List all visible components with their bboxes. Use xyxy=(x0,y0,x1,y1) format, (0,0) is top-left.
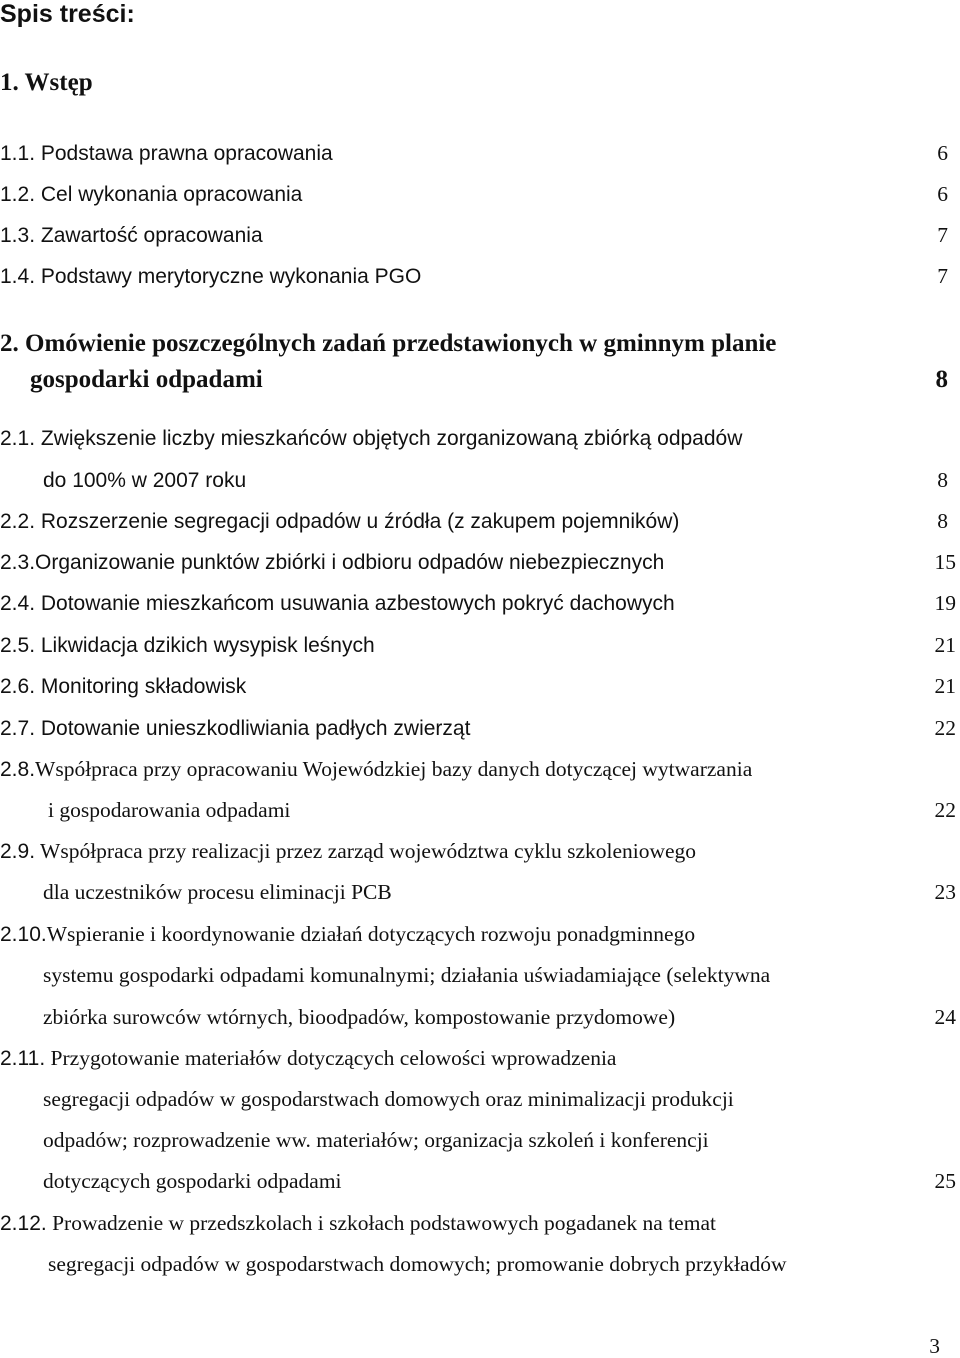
toc-page-2-4: 19 xyxy=(934,591,956,615)
toc-text: Współpraca przy realizacji przez zarząd województwa cyklu szkoleniowego xyxy=(40,839,697,863)
toc-number: 2.12. xyxy=(0,1212,47,1235)
toc-item-1-3[interactable]: 1.3. Zawartość opracowania xyxy=(0,224,263,247)
toc-number: 2.1. xyxy=(0,427,36,450)
toc-number: 2.11. xyxy=(0,1047,46,1070)
toc-page-2-3: 15 xyxy=(934,550,956,574)
toc-number: 2.9. xyxy=(0,840,36,863)
toc-text: Prowadzenie w przedszkolach i szkołach podstawowych pogadanek na temat xyxy=(52,1211,716,1235)
toc-item-2-8-cont: i gospodarowania odpadami xyxy=(48,798,291,822)
chapter-2-heading: 2. Omówienie poszczególnych zadań przedstawionych w gminnym planie xyxy=(0,330,777,357)
toc-item-2-1[interactable] xyxy=(0,428,742,449)
toc-text: Współpraca przy opracowaniu Wojewódzkiej bazy danych dotyczącej wytwarzania xyxy=(35,757,753,781)
toc-number: 2.6. xyxy=(0,675,36,698)
toc-item-2-10[interactable] xyxy=(0,924,695,946)
toc-item-1-2[interactable]: 1.2. Cel wykonania opracowania xyxy=(0,183,303,206)
toc-number: 2.7. xyxy=(0,717,36,740)
toc-text: Wspieranie i koordynowanie działań dotyczących rozwoju ponadgminnego xyxy=(46,922,696,946)
toc-number: 2.10. xyxy=(0,923,47,946)
toc-item-2-7[interactable] xyxy=(0,718,470,739)
toc-page-2-2: 8 xyxy=(937,509,948,533)
toc-item-2-3[interactable] xyxy=(0,552,664,573)
toc-text: Dotowanie unieszkodliwiania padłych zwierząt xyxy=(40,717,471,740)
toc-text: Likwidacja dzikich wysypisk leśnych xyxy=(40,634,375,657)
toc-item-1-4[interactable]: 1.4. Podstawy merytoryczne wykonania PGO xyxy=(0,265,422,288)
toc-item-2-5[interactable] xyxy=(0,635,375,656)
toc-item-1-1[interactable]: 1.1. Podstawa prawna opracowania xyxy=(0,142,333,165)
toc-page-2-10: 24 xyxy=(934,1005,956,1029)
toc-page-1-4: 7 xyxy=(937,264,948,288)
toc-item-2-8[interactable] xyxy=(0,759,752,781)
page-number: 3 xyxy=(929,1334,940,1358)
toc-number: 2.2. xyxy=(0,510,36,533)
toc-number: 2.5. xyxy=(0,634,36,657)
chapter-2-heading-cont: gospodarki odpadami xyxy=(30,366,263,393)
toc-number: 2.3. xyxy=(0,551,36,574)
toc-item-2-10-cont-2: zbiórka surowców wtórnych, bioodpadów, kompostowanie przydomowe) xyxy=(43,1005,676,1029)
toc-page-1-2: 6 xyxy=(937,182,948,206)
toc-page-2-7: 22 xyxy=(934,716,956,740)
toc-page-2-8: 22 xyxy=(934,798,956,822)
chapter-1-heading: 1. Wstęp xyxy=(0,69,93,96)
toc-text: Rozszerzenie segregacji odpadów u źródła (z zakupem pojemników) xyxy=(40,510,680,533)
toc-item-2-6[interactable] xyxy=(0,676,246,697)
toc-page-2-1: 8 xyxy=(937,468,948,492)
toc-item-2-11-cont-1: segregacji odpadów w gospodarstwach domowych oraz minimalizacji produkcji xyxy=(43,1087,734,1111)
toc-item-2-11[interactable] xyxy=(0,1048,616,1070)
toc-page-2-9: 23 xyxy=(934,880,956,904)
toc-item-2-12-cont: segregacji odpadów w gospodarstwach domowych; promowanie dobrych przykładów xyxy=(48,1252,787,1276)
toc-text: Monitoring składowisk xyxy=(40,675,247,698)
toc-page-1-3: 7 xyxy=(937,223,948,247)
toc-item-2-12[interactable] xyxy=(0,1213,716,1235)
toc-item-2-2[interactable] xyxy=(0,511,679,532)
chapter-2-page: 8 xyxy=(935,366,948,393)
toc-text: Organizowanie punktów zbiórki i odbioru odpadów niebezpiecznych xyxy=(35,551,665,574)
toc-item-2-9-cont: dla uczestników procesu eliminacji PCB xyxy=(43,880,392,904)
toc-item-2-4[interactable] xyxy=(0,593,675,614)
toc-number: 2.4. xyxy=(0,592,36,615)
toc-item-2-11-cont-3: dotyczących gospodarki odpadami xyxy=(43,1169,342,1193)
toc-page-1-1: 6 xyxy=(937,141,948,165)
toc-item-2-1-cont: do 100% w 2007 roku xyxy=(43,469,247,492)
toc-text: Zwiększenie liczby mieszkańców objętych zorganizowaną zbiórką odpadów xyxy=(40,427,743,450)
toc-text: Dotowanie mieszkańcom usuwania azbestowych pokryć dachowych xyxy=(40,592,675,615)
toc-item-2-9[interactable] xyxy=(0,841,696,863)
toc-number: 2.8. xyxy=(0,758,36,781)
toc-page-2-11: 25 xyxy=(934,1169,956,1193)
toc-text: Przygotowanie materiałów dotyczących celowości wprowadzenia xyxy=(50,1046,617,1070)
toc-page-2-5: 21 xyxy=(934,633,956,657)
toc-item-2-10-cont-1: systemu gospodarki odpadami komunalnymi; działania uświadamiające (selektywna xyxy=(43,963,771,987)
toc-item-2-11-cont-2: odpadów; rozprowadzenie ww. materiałów; organizacja szkoleń i konferencji xyxy=(43,1128,709,1152)
toc-title: Spis treści: xyxy=(0,0,135,28)
toc-page-2-6: 21 xyxy=(934,674,956,698)
